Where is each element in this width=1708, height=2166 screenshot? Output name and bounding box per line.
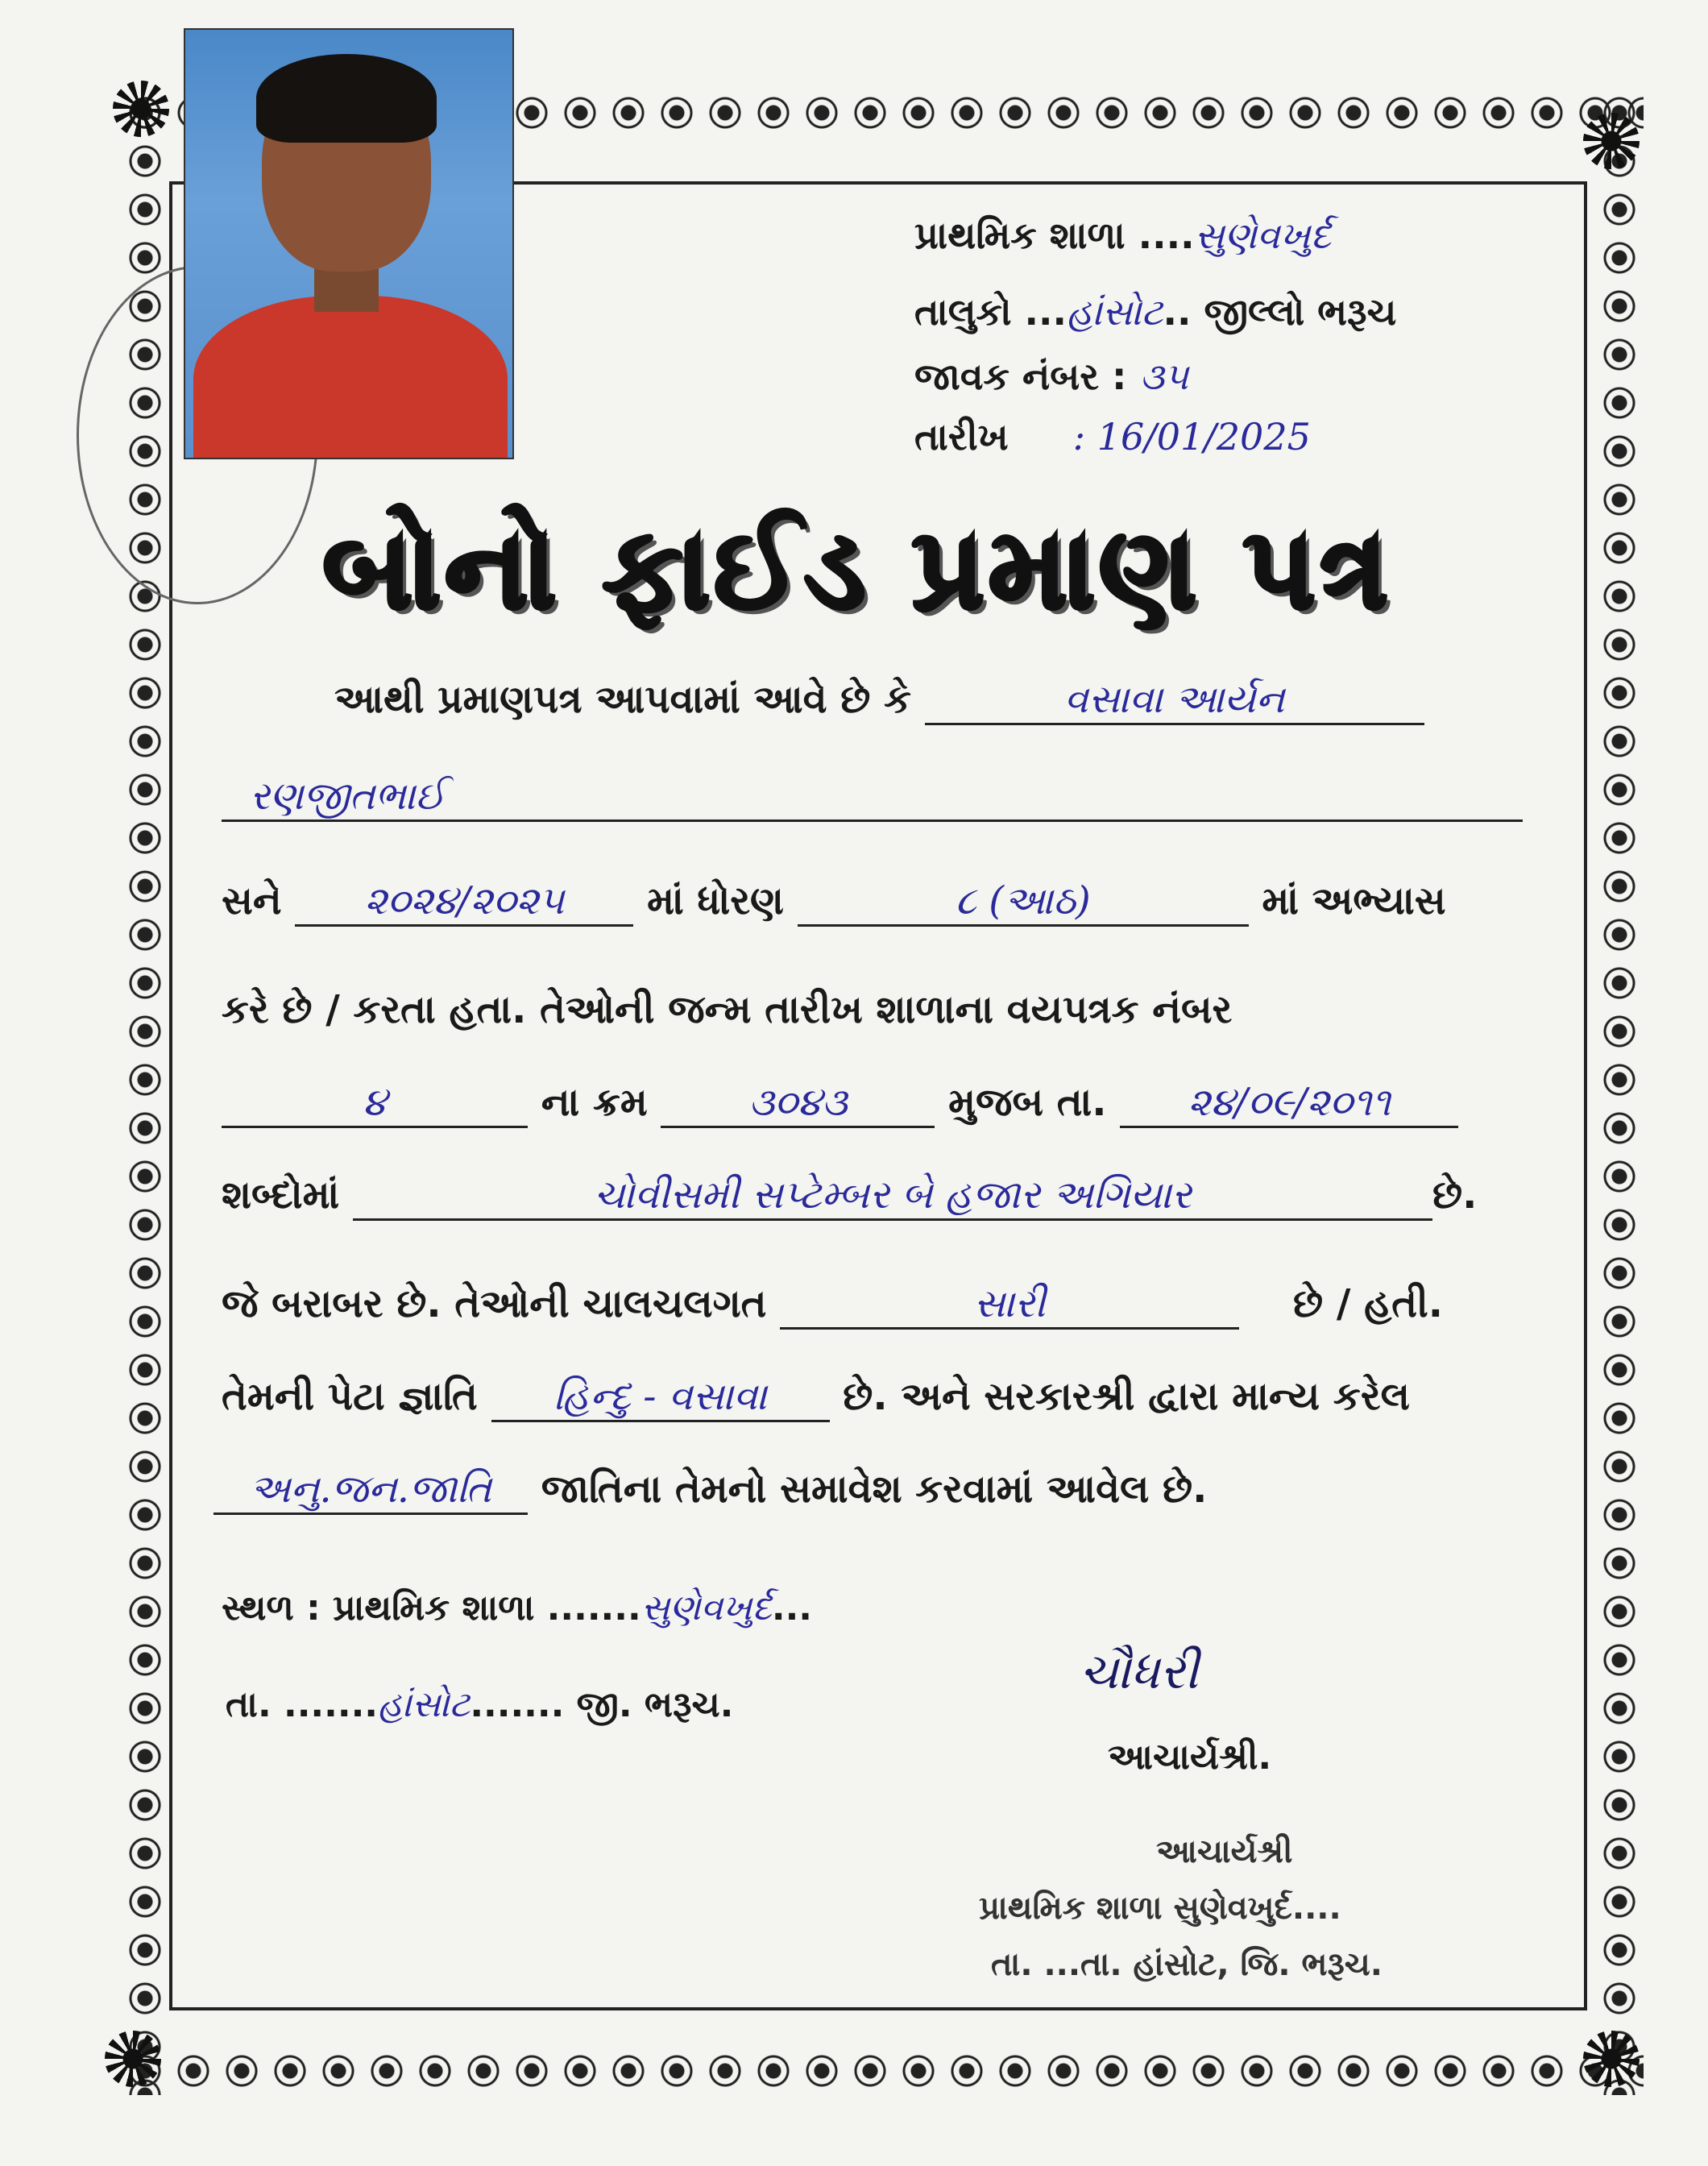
outward-value: ૩૫ <box>1139 355 1189 398</box>
stamp-place: તા. ...તા. હાંસોટ, જિ. ભરૂચ. <box>991 1946 1383 1983</box>
intro-text: આથી પ્રમાણપત્ર આપવામાં આવે છે કે <box>334 677 911 722</box>
body-line-2 <box>222 774 1523 822</box>
category-value: અનુ.જન.જાતિ <box>214 1467 528 1515</box>
principal-signature-label: આચાર્યશ્રી. <box>1108 1737 1272 1778</box>
conduct-end: છે / હતી. <box>1293 1281 1443 1326</box>
standard-value: ૮ (આઠ) <box>798 878 1249 927</box>
conduct-text: જે બરાબર છે. તેઓની ચાલચલગત <box>222 1281 767 1326</box>
body-line-8 <box>222 1374 1410 1422</box>
footer-taluka-value: હાંસોટ <box>378 1684 471 1725</box>
corner-ornament-icon <box>1583 113 1640 169</box>
certificate-title: બોનો ફાઈડ પ્રમાણ પત્ર <box>322 504 1392 635</box>
date-label: તારીખ <box>914 415 1009 459</box>
year-label: સને <box>222 878 282 923</box>
serial-number: ૩૦૪૩ <box>661 1080 935 1128</box>
taluka-value: હાંસોટ <box>1066 290 1163 334</box>
body-line-9 <box>214 1467 1207 1515</box>
words-end: છે. <box>1432 1172 1478 1218</box>
outward-label: જાવક નંબર : <box>914 355 1127 398</box>
register-number: ૪ <box>222 1080 528 1128</box>
as-per-label: મુજબ તા. <box>948 1080 1107 1125</box>
corner-ornament-icon <box>105 2031 161 2087</box>
line4-text: કરે છે / કરતા હતા. તેઓની જન્મ તારીખ શાળાના વયપત્રક નંબર <box>222 987 1233 1032</box>
place-label: સ્થળ : પ્રાથમિક શાળા <box>222 1587 535 1629</box>
caste-value: હિન્દુ - વસાવા <box>491 1374 830 1422</box>
corner-ornament-icon <box>113 81 169 137</box>
body-line-1 <box>334 677 1424 725</box>
conduct-value: સારી <box>780 1281 1239 1330</box>
words-label: શબ્દોમાં <box>222 1172 340 1218</box>
birth-date-words: ચોવીસમી સપ્ટેમ્બર બે હજાર અગિયાર <box>353 1172 1432 1221</box>
stamp-school: પ્રાથમિક શાળા સુણેવખુર્દ.... <box>979 1890 1341 1927</box>
birth-date: ૨૪/૦૯/૨૦૧૧ <box>1120 1080 1458 1128</box>
student-name-first: વસાવા આર્યન <box>925 677 1424 725</box>
body-line-6 <box>222 1172 1477 1221</box>
study-label: માં અભ્યાસ <box>1262 878 1446 923</box>
date-value: : 16/01/2025 <box>1072 415 1311 459</box>
corner-ornament-icon <box>1583 2031 1640 2087</box>
serial-label: ના ક્રમ <box>541 1080 648 1125</box>
place-line: સ્થળ : પ્રાથમિક શાળા .......સુણેવખુર્દ... <box>222 1587 813 1629</box>
student-photo <box>184 28 514 459</box>
taluka-label: તાલુકો <box>914 290 1012 334</box>
body-line-7 <box>222 1281 1443 1330</box>
school-line: પ્રાથમિક શાળા ....સુણેવખુર્દ <box>914 214 1332 257</box>
footer-district: જી. ભરૂચ. <box>576 1684 734 1725</box>
category-end: જાતિના તેમનો સમાવેશ કરવામાં આવેલ છે. <box>541 1467 1208 1512</box>
school-value: સુણેવખુર્દ <box>1194 214 1332 257</box>
body-line-3 <box>222 878 1446 927</box>
date-line <box>914 415 1311 460</box>
taluka-line: તાલુકો ...હાંસોટ.. જીલ્લો ભરૂચ <box>914 290 1397 334</box>
district-label: જીલ્લો ભરૂચ <box>1204 290 1397 334</box>
caste-label: તેમની પેટા જ્ઞાતિ <box>222 1374 478 1419</box>
student-name-second: રણજીતભાઈ <box>222 774 1523 822</box>
principal-signature-scrawl: ચૌધરી <box>1080 1644 1199 1700</box>
caste-end: છે. અને સરકારશ્રી દ્વારા માન્ય કરેલ <box>843 1374 1410 1419</box>
school-label: પ્રાથમિક શાળા <box>914 214 1126 257</box>
footer-taluka-prefix: તા. <box>226 1684 272 1725</box>
place-value: સુણેવખુર્દ <box>640 1587 772 1629</box>
stamp-title: આચાર્યશ્રી <box>1156 1833 1293 1870</box>
body-line-5 <box>222 1080 1458 1128</box>
footer-taluka-line: તા. .......હાંસોટ....... જી. ભરૂચ. <box>226 1684 734 1725</box>
std-label: માં ધોરણ <box>647 878 784 923</box>
academic-year: ૨૦૨૪/૨૦૨૫ <box>295 878 633 927</box>
outward-line <box>914 355 1188 400</box>
body-line-4 <box>222 987 1232 1033</box>
